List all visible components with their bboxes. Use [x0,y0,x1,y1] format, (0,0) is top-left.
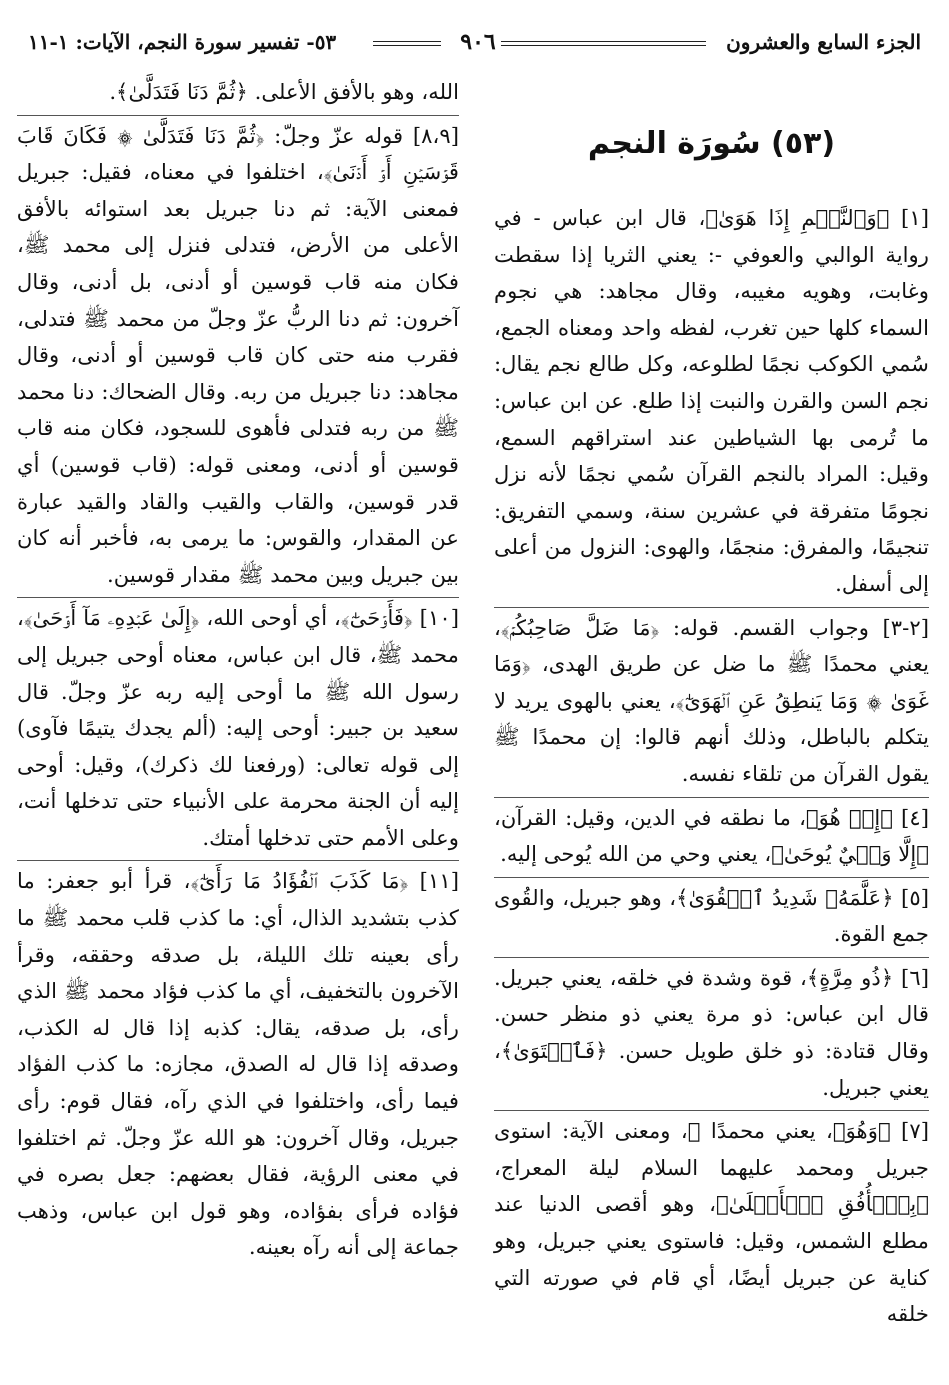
paragraph-divider [494,607,929,608]
page-number: ٩٠٦ [460,29,496,55]
tafsir-paragraph: [١] ﴿وَٱلنَّجۡمِ إِذَا هَوَىٰ﴾، قال ابن عباس - في رواية الوالبي والعوفي -: يعني الثريا إذا سقطت وغابت، وهويه مغيبه، وقال مجاهد: هي نجوم السماء كلها حين تغرب، لفظه واحد ومعناه الجمع، سُمي الكوكب نجمًا لطلوعه، وكل طالع نجم يقال: نجم السن والقرن والنبت إذا طلع. عن ابن عباس: ما تُرمى بها الشياطين عند استراقهم السمع، وقيل: المراد بالنجم القرآن سُمي نجمًا لأنه نزل نجومًا متفرقة في عشرين سنة، وسمي التفريق: تنجيمًا، والمفرق: منجمًا، والهوى: النزول من أعلى إلى أسفل. [494,205,929,596]
tafsir-paragraph: [٦] ﴿ذُو مِرَّةٍ﴾، قوة وشدة في خلقه، يعني جبريل. قال ابن عباس: ذو مرة يعني ذو منظر حسن. وقال قتادة: ذو خلق طويل حسن. ﴿فَٱسۡتَوَىٰ﴾، يعني جبريل. [494,964,929,1100]
tafsir-paragraph: [١٠] ﴿فَأَوۡحَىٰٓ﴾، أي أوحى الله، ﴿إِلَىٰ عَبۡدِهِۦ مَآ أَوۡحَىٰ﴾، محمد ﷺ، قال ابن عباس، معناه أوحى جبريل إلى رسول الله ﷺ ما أوحى إليه ربه عزّ وجلّ. قال سعيد بن جبير: أوحى إليه: (ألم يجدك يتيمًا فآوى) إلى قوله تعالى: (ورفعنا لك ذكرك)، وقيل: أوحى إليه أن الجنة محرمة على الأنبياء حتى تدخلها أنت، وعلى الأمم حتى تدخلها أمتك. [17,605,459,850]
tafsir-paragraph: [٢-٣] وجواب القسم. قوله: ﴿مَا ضَلَّ صَاحِبُكُمۡ﴾، يعني محمدًا ﷺ ما ضل عن طريق الهدى، ﴿وَمَا غَوَىٰ ۞ وَمَا يَنطِقُ عَنِ ٱلۡهَوَىٰٓ﴾، يعني بالهوى يريد لا يتكلم بالباطل، وذلك أنهم قالوا: إن محمدًا ﷺ يقول القرآن من تلقاء نفسه. [494,614,929,786]
paragraph-divider [494,797,929,798]
tafsir-paragraph: الله، وهو بالأفق الأعلى. ﴿ثُمَّ دَنَا فَتَدَلَّىٰ﴾. [109,79,459,104]
paragraph-divider [17,860,459,861]
paragraph-divider [494,957,929,958]
header-rule [501,41,706,46]
sura-title: (٥٣) سُورَة النجم [587,126,836,161]
paragraph-divider [17,115,459,116]
tafsir-paragraph: [١١] ﴿مَا كَذَبَ ٱلۡفُؤَادُ مَا رَأَىٰٓ﴾، قرأ أبو جعفر: ما كذب بتشديد الذال، أي: ما كذب قلب محمد ﷺ ما رأى بعينه تلك الليلة، بل صدقه وحققه، وقرأ الآخرون بالتخفيف، أي ما كذب فؤاد محمد ﷺ الذي رأى، بل صدقه، يقال: كذبه إذا قال له الكذب، وصدقه إذا قال له الصدق، مجازه: ما كذب الفؤاد فيما رأى، واختلفوا في الذي رآه، فقال قوم: رأى جبريل، وقال آخرون: هو الله عزّ وجلّ. ثم اختلفوا في معنى الرؤية، فقال بعضهم: جعل بصره في فؤاده فرأى بفؤاده، وهو قول ابن عباس، وذهب جماعة إلى أنه رآه بعينه. [17,868,459,1260]
tafsir-paragraph: [٤] ﴿إِنۡ هُوَ﴾، ما نطقه في الدين، وقيل: القرآن، ﴿إِلَّا وَحۡيٌ يُوحَىٰ﴾، يعني وحي من الله يُوحى إليه. [494,804,929,867]
running-header [28,26,921,62]
tafsir-paragraph: [٨،٩] قوله عزّ وجلّ: ﴿ثُمَّ دَنَا فَتَدَلَّىٰ ۞ فَكَانَ قَابَ قَوۡسَيۡنِ أَوۡ أَدۡنَىٰ﴾، اختلفوا في معناه، فقيل: جبريل فمعنى الآية: ثم دنا جبريل بعد استوائه بالأفق الأعلى من الأرض، فتدلى فنزل إلى محمد ﷺ، فكان منه قاب قوسين أو أدنى، بل أدنى، وقال آخرون: ثم دنا الربُّ عزّ وجلّ من محمد ﷺ فتدلى، فقرب منه حتى كان قاب قوسين أو أدنى، وقال مجاهد: دنا جبريل من ربه. وقال الضحاك: دنا محمد ﷺ من ربه فتدلى فأهوى للسجود، فكان منه قاب قوسين أو أدنى، ومعنى قوله: (قاب قوسين) أي قدر قوسين، والقاب والقيب والقاد والقيد عبارة عن المقدار، والقوس: ما يرمى به، فأخبر أنه كان بين جبريل وبين محمد ﷺ مقدار قوسين. [17,122,459,587]
paragraph-divider [17,597,459,598]
tafsir-paragraph: [٥] ﴿عَلَّمَهُۥ شَدِيدُ ٱلۡقُوَىٰ﴾، وهو جبريل، والقُوى جمع القوة. [494,884,929,947]
paragraph-divider [494,1110,929,1111]
paragraph-divider [494,877,929,878]
tafsir-paragraph: [٧] ﴿وَهُوَ﴾، يعني محمدًا ﷺ، ومعنى الآية: استوى جبريل ومحمد عليهما السلام ليلة المعراج، ﴿بِٱلۡأُفُقِ ٱلۡأَعۡلَىٰ﴾، وهو أقصى الدنيا عند مطلع الشمس، وقيل: فاستوى يعني جبريل، وهو كناية عن جبريل أيضًا، أي قام في صورته التي خلقه [494,1118,929,1327]
header-rule [373,41,441,46]
section-label: ٥٣- تفسير سورة النجم، الآيات: ١-١١ [28,30,337,54]
left-column [17,74,459,1266]
part-label: الجزء السابع والعشرون [726,30,921,54]
right-column [494,74,929,1333]
